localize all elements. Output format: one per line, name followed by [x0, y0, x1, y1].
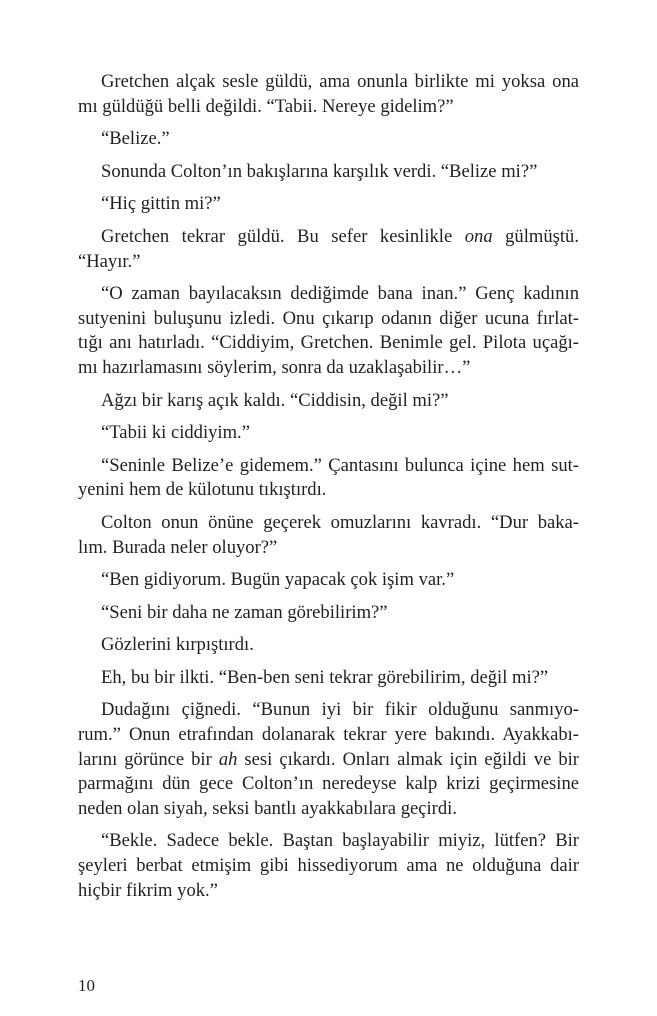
text-line: tığı anı hatırladı. “Ciddiyim, Gretchen. Benimle gel. Pilota uçağı- — [78, 332, 579, 354]
text-line: lım. Burada neler oluyor?” — [78, 536, 278, 558]
paragraph — [78, 225, 579, 274]
text-line: Sonunda Colton’ın bakışlarına karşılık verdi. “Belize mi?” — [101, 160, 538, 182]
text-line: “Bekle. Sadece bekle. Baştan başlayabilir miyiz, lütfen? Bir — [101, 830, 579, 852]
paragraph — [78, 127, 579, 152]
paragraph — [78, 666, 579, 691]
text-line: mı güldüğü belli değildi. “Tabii. Nereye gidelim?” — [78, 95, 454, 117]
text-segment: Gretchen tekrar güldü. Bu sefer kesinlikle — [101, 225, 465, 247]
paragraph — [78, 70, 579, 119]
text-line: “Hiç gittin mi?” — [101, 193, 221, 215]
text-line: Ağzı bir karış açık kaldı. “Ciddisin, değil mi?” — [101, 389, 449, 411]
page-number: 10 — [78, 976, 95, 995]
paragraph — [78, 192, 579, 217]
text-line: hiçbir fikrim yok.” — [78, 879, 218, 901]
page-body — [78, 70, 579, 911]
text-line: “Hayır.” — [78, 250, 141, 272]
paragraph — [78, 454, 579, 503]
text-line: şeyleri berbat etmişim gibi hissediyorum ama ne olduğuna dair — [78, 855, 579, 877]
text-line: Gözlerini kırpıştırdı. — [101, 634, 254, 656]
text-line: “Tabii ki ciddiyim.” — [101, 422, 250, 444]
text-line: sutyenini buluşunu izledi. Onu çıkarıp odanın diğer ucuna fırlat- — [78, 307, 579, 329]
paragraph — [78, 282, 579, 380]
paragraph — [78, 160, 579, 185]
text-line: neden olan siyah, seksi bantlı ayakkabılara geçirdi. — [78, 797, 457, 819]
text-line: “Seninle Belize’e gidemem.” Çantasını bulunca içine hem sut- — [101, 454, 579, 476]
paragraph — [78, 568, 579, 593]
text-line: rum.” Onun etrafından dolanarak tekrar yere bakındı. Ayakkabı- — [78, 724, 579, 746]
text-line — [78, 748, 579, 773]
text-line: mı hazırlamasını söylerim, sonra da uzaklaşabilir…” — [78, 356, 471, 378]
text-segment: gülmüştü. — [492, 225, 579, 247]
text-line: “Ben gidiyorum. Bugün yapacak çok işim var.” — [101, 569, 455, 591]
text-line: Gretchen alçak sesle güldü, ama onunla birlikte mi yoksa ona — [101, 71, 579, 92]
text-segment: larını görünce bir — [78, 748, 219, 770]
paragraph — [78, 829, 579, 903]
paragraph — [78, 511, 579, 560]
paragraph — [78, 389, 579, 414]
emphasis-text: ona — [464, 225, 493, 247]
text-line: parmağını dün gece Colton’ın neredeyse kalp krizi geçirmesine — [78, 773, 579, 795]
text-line — [78, 225, 579, 250]
text-line: Colton onun önüne geçerek omuzlarını kavradı. “Dur baka- — [101, 511, 579, 533]
text-line: Dudağını çiğnedi. “Bunun iyi bir fikir olduğunu sanmıyo- — [101, 699, 579, 721]
paragraph — [78, 601, 579, 626]
paragraph — [78, 698, 579, 821]
paragraph — [78, 421, 579, 446]
text-line: Eh, bu bir ilkti. “Ben-ben seni tekrar görebilirim, değil mi?” — [101, 666, 549, 688]
paragraph — [78, 633, 579, 658]
text-segment: sesi çıkardı. Onları almak için eğildi ve bir — [237, 748, 579, 770]
text-line: “Belize.” — [101, 128, 170, 150]
text-line: “O zaman bayılacaksın dediğimde bana inan.” Genç kadının — [101, 283, 579, 305]
emphasis-text: ah — [218, 748, 238, 770]
text-line: “Seni bir daha ne zaman görebilirim?” — [101, 601, 388, 623]
text-line: yenini hem de külotunu tıkıştırdı. — [78, 479, 327, 501]
